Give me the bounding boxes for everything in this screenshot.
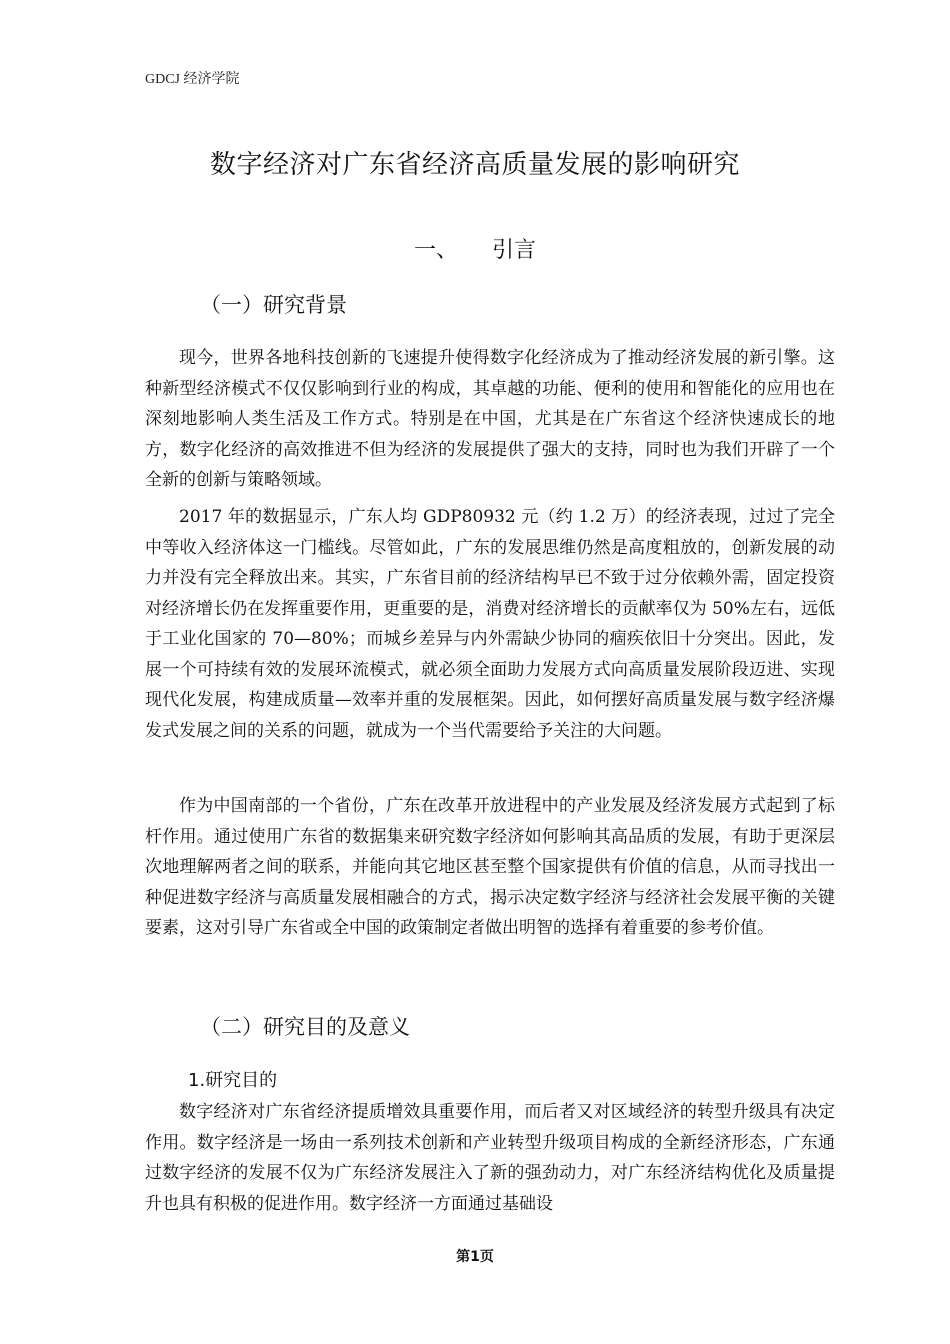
page-number: 第1页 [456, 1249, 494, 1265]
subsection-heading-background: （一）研究背景 [200, 293, 347, 317]
running-header: GDCJ 经济学院 [145, 72, 240, 87]
paragraph-research-purpose: 数字经济对广东省经济提质增效具重要作用，而后者又对区域经济的转型升级具有决定作用。数字经济是一场由一系列技术创新和产业转型升级项目构成的全新经济形态，广东通过数字经济的发展不仅为广东经济发展注入了新的强劲动力，对广东经济结构优化及质量提升也具有积极的促进作用。数字经济一方面通过基础设 [145, 1102, 835, 1214]
document-title: 数字经济对广东省经济高质量发展的影响研究 [209, 150, 740, 180]
subheading-research-purpose: 1.研究目的 [188, 1070, 278, 1091]
section-heading-introduction [0, 233, 950, 264]
section-number: 一、 [413, 238, 458, 263]
paragraph-background-3: 作为中国南部的一个省份，广东在改革开放进程中的产业发展及经济发展方式起到了标杆作用。通过使用广东省的数据集来研究数字经济如何影响其高品质的发展，有助于更深层次地理解两者之间的联系，并能向其它地区甚至整个国家提供有价值的信息，从而寻找出一种促进数字经济与高质量发展相融合的方式，揭示决定数字经济与经济社会发展平衡的关键要素，这对引导广东省或全中国的政策制定者做出明智的选择有着重要的参考价值。 [145, 796, 835, 938]
section-title: 引言 [492, 238, 537, 263]
subsection-heading-purpose: （二）研究目的及意义 [200, 1015, 410, 1039]
paragraph-background-2: 2017 年的数据显示，广东人均 GDP80932 元（约 1.2 万）的经济表现，过过了完全中等收入经济体这一门槛线。尽管如此，广东的发展思维仍然是高度粗放的，创新发展的动力并没有完全释放出来。其实，广东省目前的经济结构早已不致于过分依赖外需，固定投资对经济增长仍在发挥重要作用，更重要的是，消费对经济增长的贡献率仅为 50%左右，远低于工业化国家的 70—80%；而城乡差异与内外需缺少协同的痼疾依旧十分突出。因此，发展一个可持续有效的发展环流模式，就必须全面助力发展方式向高质量发展阶段迈进、实现现代化发展，构建成质量—效率并重的发展框架。因此，如何摆好高质量发展与数字经济爆发式发展之间的关系的问题，就成为一个当代需要给予关注的大问题。 [145, 507, 835, 741]
paragraph-background-1: 现今，世界各地科技创新的飞速提升使得数字化经济成为了推动经济发展的新引擎。这种新型经济模式不仅仅影响到行业的构成，其卓越的功能、便利的使用和智能化的应用也在深刻地影响人类生活及工作方式。特别是在中国，尤其是在广东省这个经济快速成长的地方，数字化经济的高效推进不但为经济的发展提供了强大的支持，同时也为我们开辟了一个全新的创新与策略领域。 [145, 348, 835, 490]
